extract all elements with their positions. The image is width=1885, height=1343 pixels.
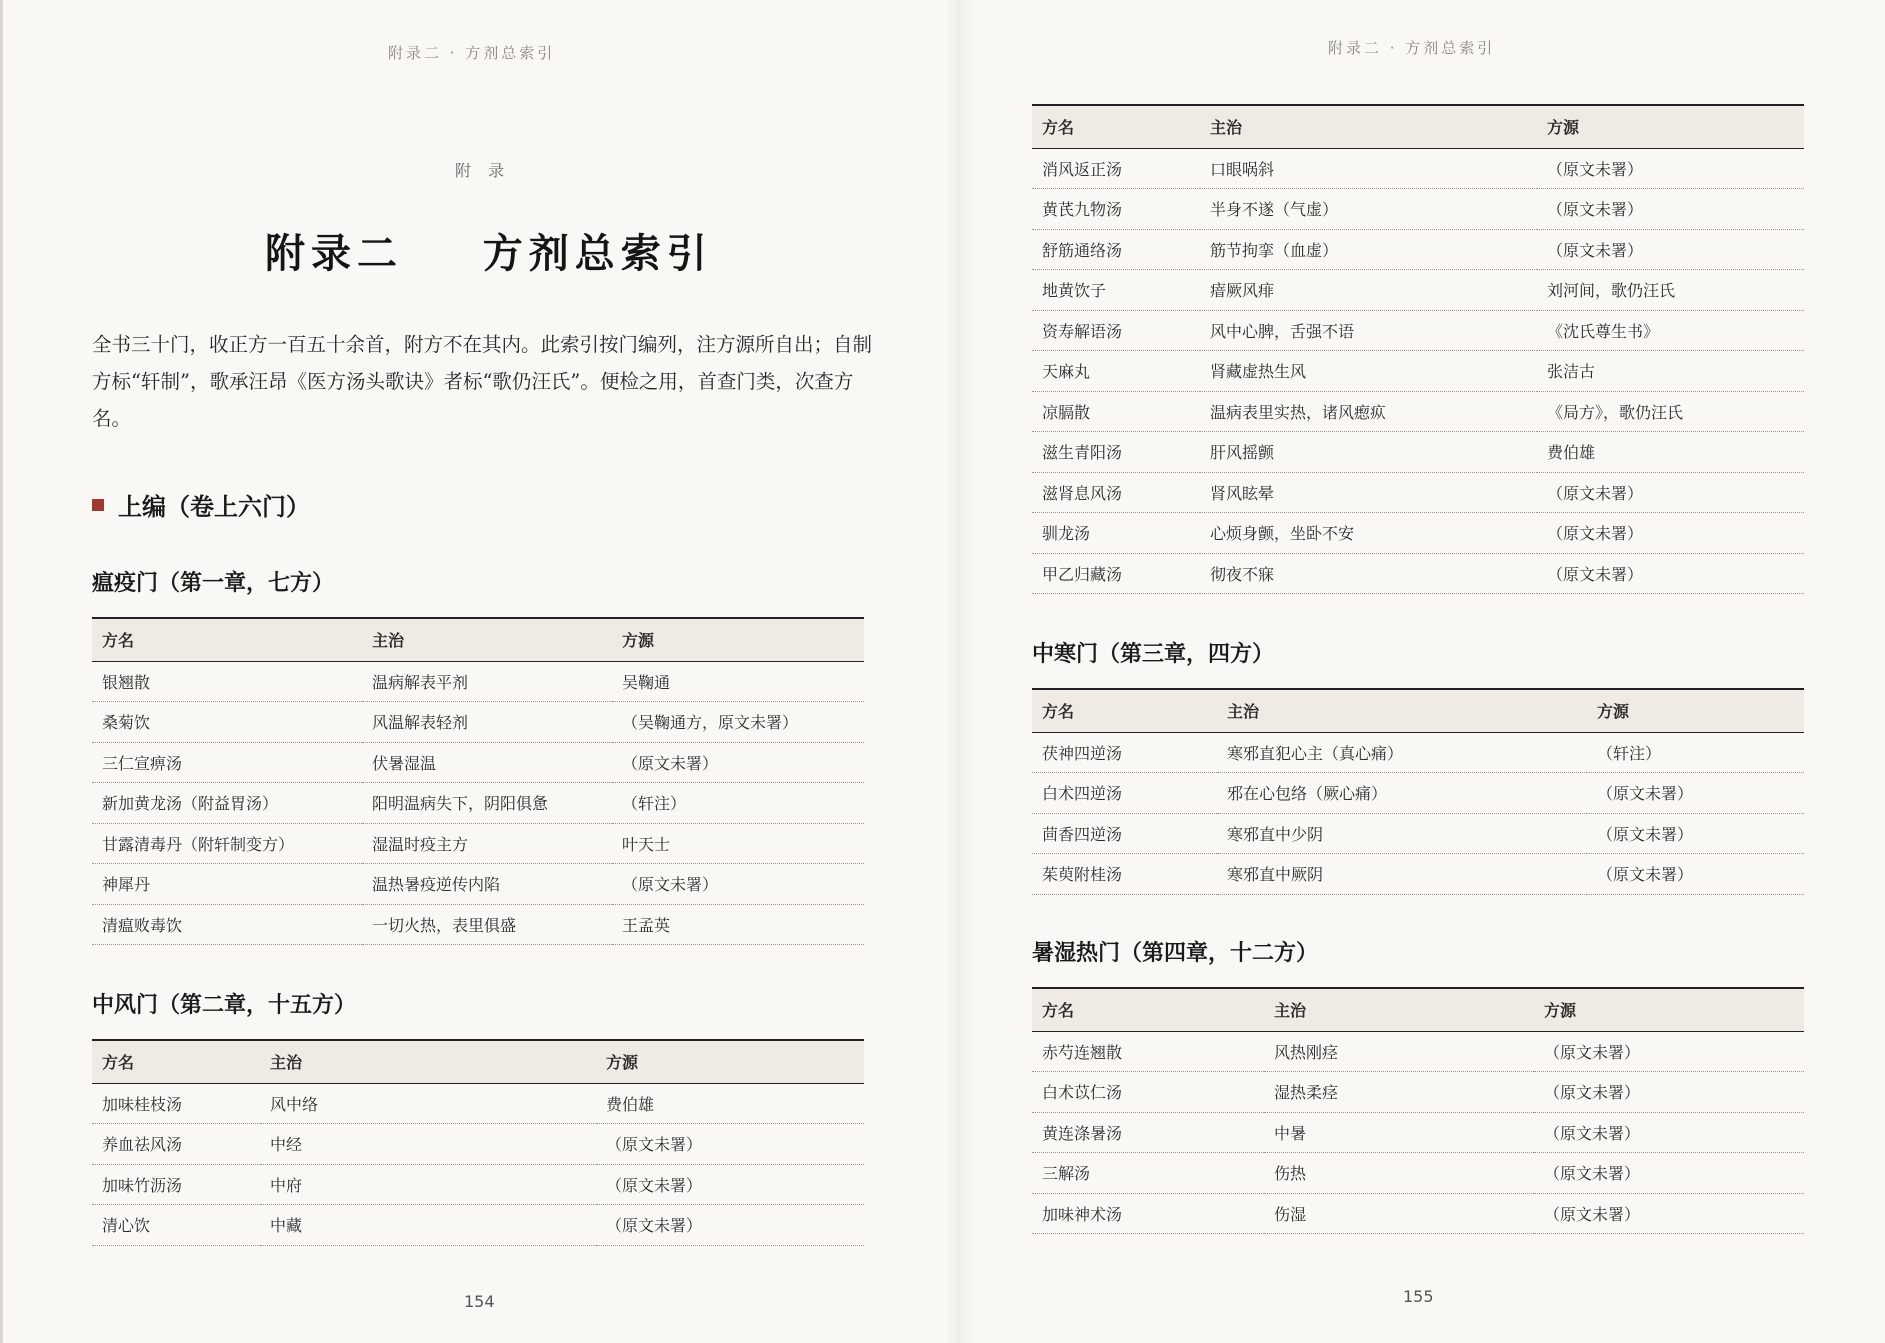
indication: 风热刚痉 xyxy=(1264,1031,1534,1072)
table-header-row xyxy=(1032,988,1804,1031)
formula-name: 驯龙汤 xyxy=(1032,513,1200,554)
source: （原文未署） xyxy=(1537,148,1804,189)
table-header-row xyxy=(1032,689,1804,732)
column-header: 方源 xyxy=(612,618,864,661)
indication: 瘖厥风痱 xyxy=(1200,270,1537,311)
appendix-label: 附 录 xyxy=(455,161,511,180)
index-table xyxy=(92,617,864,945)
source: 吴鞠通 xyxy=(612,661,864,702)
source: （原文未署） xyxy=(1534,1031,1804,1072)
formula-name: 滋肾息风汤 xyxy=(1032,472,1200,513)
formula-name: 三解汤 xyxy=(1032,1153,1264,1194)
indication: 阳明温病失下，阴阳俱惫 xyxy=(362,783,612,824)
table-row xyxy=(1032,1153,1804,1194)
indication: 寒邪直犯心主（真心痛） xyxy=(1217,732,1587,773)
indication: 口眼㖞斜 xyxy=(1200,148,1537,189)
column-header: 方名 xyxy=(92,618,362,661)
formula-name: 新加黄龙汤（附益胃汤） xyxy=(92,783,362,824)
formula-name: 地黄饮子 xyxy=(1032,270,1200,311)
column-header: 方名 xyxy=(1032,988,1264,1031)
right-page xyxy=(960,0,1885,1343)
table-row xyxy=(92,1124,864,1165)
formula-name: 加味桂枝汤 xyxy=(92,1083,260,1124)
indication: 风中心脾，舌强不语 xyxy=(1200,310,1537,351)
column-header: 主治 xyxy=(362,618,612,661)
source: （吴鞠通方，原文未署） xyxy=(612,702,864,743)
table-row xyxy=(1032,310,1804,351)
formula-name: 三仁宣痹汤 xyxy=(92,742,362,783)
section-title: 中风门（第二章，十五方） xyxy=(92,992,357,1018)
indication: 寒邪直中厥阴 xyxy=(1217,854,1587,895)
source: 费伯雄 xyxy=(596,1083,864,1124)
table-header-row xyxy=(92,618,864,661)
column-header: 方源 xyxy=(1534,988,1804,1031)
index-table xyxy=(1032,987,1804,1234)
index-table xyxy=(92,1039,864,1246)
table-row xyxy=(1032,1072,1804,1113)
formula-name: 白术四逆汤 xyxy=(1032,773,1217,814)
table-row xyxy=(92,702,864,743)
column-header: 主治 xyxy=(1264,988,1534,1031)
indication: 半身不遂（气虚） xyxy=(1200,189,1537,230)
formula-name: 加味竹沥汤 xyxy=(92,1164,260,1205)
indication: 肾风眩晕 xyxy=(1200,472,1537,513)
table-row xyxy=(92,742,864,783)
index-table xyxy=(1032,688,1804,895)
formula-name: 清瘟败毒饮 xyxy=(92,904,362,945)
source: （原文未署） xyxy=(1587,854,1804,895)
column-header: 方源 xyxy=(1537,105,1804,148)
table-row xyxy=(1032,854,1804,895)
indication: 筋节拘挛（血虚） xyxy=(1200,229,1537,270)
source: （原文未署） xyxy=(1587,773,1804,814)
indication: 湿热柔痉 xyxy=(1264,1072,1534,1113)
formula-name: 凉膈散 xyxy=(1032,391,1200,432)
formula-name: 舒筋通络汤 xyxy=(1032,229,1200,270)
table-row xyxy=(1032,1112,1804,1153)
indication: 彻夜不寐 xyxy=(1200,553,1537,594)
table-row xyxy=(1032,270,1804,311)
column-header: 方名 xyxy=(1032,105,1200,148)
formula-name: 白术苡仁汤 xyxy=(1032,1072,1264,1113)
formula-name: 消风返正汤 xyxy=(1032,148,1200,189)
page-number: 154 xyxy=(464,1292,495,1311)
source: （原文未署） xyxy=(1537,513,1804,554)
indication: 温病解表平剂 xyxy=(362,661,612,702)
formula-name: 神犀丹 xyxy=(92,864,362,905)
formula-name: 黄连涤暑汤 xyxy=(1032,1112,1264,1153)
formula-name: 滋生青阳汤 xyxy=(1032,432,1200,473)
table-row xyxy=(92,823,864,864)
indication: 风温解表轻剂 xyxy=(362,702,612,743)
formula-name: 茯神四逆汤 xyxy=(1032,732,1217,773)
running-head: 附录二 · 方剂总索引 xyxy=(1328,39,1496,57)
indication: 伏暑湿温 xyxy=(362,742,612,783)
source: 费伯雄 xyxy=(1537,432,1804,473)
source: （原文未署） xyxy=(596,1124,864,1165)
source: （轩注） xyxy=(1587,732,1804,773)
source: （原文未署） xyxy=(612,864,864,905)
source: （原文未署） xyxy=(1534,1153,1804,1194)
source: 张洁古 xyxy=(1537,351,1804,392)
table-row xyxy=(92,904,864,945)
indication: 温热暑疫逆传内陷 xyxy=(362,864,612,905)
formula-name: 加味神术汤 xyxy=(1032,1193,1264,1234)
formula-name: 茱萸附桂汤 xyxy=(1032,854,1217,895)
table-row xyxy=(1032,553,1804,594)
index-table xyxy=(1032,104,1804,594)
formula-name: 茴香四逆汤 xyxy=(1032,813,1217,854)
part-heading xyxy=(92,487,310,522)
indication: 伤热 xyxy=(1264,1153,1534,1194)
indication: 肾藏虚热生风 xyxy=(1200,351,1537,392)
source: 《局方》，歌仍汪氏 xyxy=(1537,391,1804,432)
source: 王孟英 xyxy=(612,904,864,945)
column-header: 方源 xyxy=(1587,689,1804,732)
table-row xyxy=(1032,513,1804,554)
source: （原文未署） xyxy=(1537,229,1804,270)
table-row xyxy=(92,1205,864,1246)
indication: 肝风摇颤 xyxy=(1200,432,1537,473)
section-title: 暑湿热门（第四章，十二方） xyxy=(1032,940,1319,966)
source: 叶天士 xyxy=(612,823,864,864)
column-header: 主治 xyxy=(260,1040,596,1083)
indication: 寒邪直中少阴 xyxy=(1217,813,1587,854)
table-row xyxy=(1032,1193,1804,1234)
indication: 湿温时疫主方 xyxy=(362,823,612,864)
source: 《沈氏尊生书》 xyxy=(1537,310,1804,351)
table-row xyxy=(1032,732,1804,773)
source: （原文未署） xyxy=(1534,1193,1804,1234)
part-heading-text: 上编（卷上六门） xyxy=(118,492,310,521)
intro-paragraph: 全书三十门，收正方一百五十余首，附方不在其内。此索引按门编列，注方源所自出；自制方标“轩制”，歌承汪昂《医方汤头歌诀》者标“歌仍汪氏”。便检之用，首查门类，次查方名。 xyxy=(92,333,873,430)
table-row xyxy=(92,864,864,905)
formula-name: 资寿解语汤 xyxy=(1032,310,1200,351)
indication: 中府 xyxy=(260,1164,596,1205)
table-row xyxy=(1032,472,1804,513)
formula-name: 银翘散 xyxy=(92,661,362,702)
source: 刘河间，歌仍汪氏 xyxy=(1537,270,1804,311)
source: （原文未署） xyxy=(1534,1072,1804,1113)
column-header: 方名 xyxy=(92,1040,260,1083)
column-header: 主治 xyxy=(1217,689,1587,732)
source: （原文未署） xyxy=(1587,813,1804,854)
page-title: 附录二 方剂总索引 xyxy=(265,230,713,277)
table-row xyxy=(1032,773,1804,814)
page-number: 155 xyxy=(1403,1287,1434,1306)
indication: 中藏 xyxy=(260,1205,596,1246)
source: （原文未署） xyxy=(612,742,864,783)
running-head: 附录二 · 方剂总索引 xyxy=(388,44,556,62)
table-row xyxy=(1032,391,1804,432)
indication: 中经 xyxy=(260,1124,596,1165)
table-row xyxy=(1032,148,1804,189)
source: （原文未署） xyxy=(1537,553,1804,594)
source: （原文未署） xyxy=(596,1205,864,1246)
table-row xyxy=(92,661,864,702)
formula-name: 养血祛风汤 xyxy=(92,1124,260,1165)
column-header: 方源 xyxy=(596,1040,864,1083)
table-row xyxy=(1032,189,1804,230)
source: （原文未署） xyxy=(1537,189,1804,230)
source: （轩注） xyxy=(612,783,864,824)
table-header-row xyxy=(1032,105,1804,148)
formula-name: 桑菊饮 xyxy=(92,702,362,743)
indication: 邪在心包络（厥心痛） xyxy=(1217,773,1587,814)
formula-name: 清心饮 xyxy=(92,1205,260,1246)
indication: 温病表里实热，诸风瘛疭 xyxy=(1200,391,1537,432)
formula-name: 甲乙归藏汤 xyxy=(1032,553,1200,594)
source: （原文未署） xyxy=(1534,1112,1804,1153)
table-row xyxy=(92,783,864,824)
source: （原文未署） xyxy=(596,1164,864,1205)
formula-name: 天麻丸 xyxy=(1032,351,1200,392)
indication: 伤湿 xyxy=(1264,1193,1534,1234)
indication: 中暑 xyxy=(1264,1112,1534,1153)
indication: 风中络 xyxy=(260,1083,596,1124)
page-edge xyxy=(0,0,3,1343)
table-header-row xyxy=(92,1040,864,1083)
column-header: 方名 xyxy=(1032,689,1217,732)
formula-name: 甘露清毒丹（附轩制变方） xyxy=(92,823,362,864)
formula-name: 赤芍连翘散 xyxy=(1032,1031,1264,1072)
indication: 一切火热，表里俱盛 xyxy=(362,904,612,945)
table-row xyxy=(1032,351,1804,392)
column-header: 主治 xyxy=(1200,105,1537,148)
table-row xyxy=(92,1083,864,1124)
table-row xyxy=(1032,229,1804,270)
table-row xyxy=(92,1164,864,1205)
source: （原文未署） xyxy=(1537,472,1804,513)
table-row xyxy=(1032,1031,1804,1072)
indication: 心烦身颤，坐卧不安 xyxy=(1200,513,1537,554)
section-title: 中寒门（第三章，四方） xyxy=(1032,641,1275,667)
table-row xyxy=(1032,813,1804,854)
table-row xyxy=(1032,432,1804,473)
formula-name: 黄芪九物汤 xyxy=(1032,189,1200,230)
square-marker-icon xyxy=(92,499,104,511)
section-title: 瘟疫门（第一章，七方） xyxy=(92,570,335,596)
